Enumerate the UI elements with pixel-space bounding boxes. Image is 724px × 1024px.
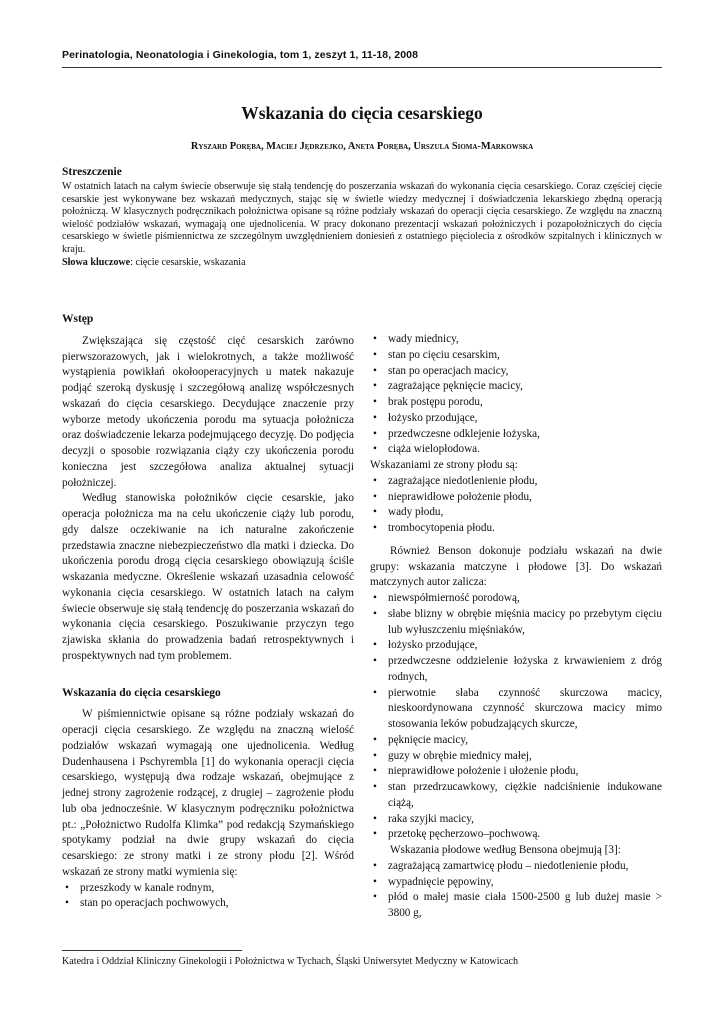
- left-column: [62, 312, 354, 912]
- list-item: • stan przedrzucawkowy, ciężkie nadciśnienie indukowane ciążą,: [370, 780, 662, 812]
- list-item: • stan po operacjach pochwowych,: [62, 896, 354, 912]
- list-item: • stan po cięciu cesarskim,: [370, 348, 662, 364]
- paragraph: Również Benson dokonuje podziału wskazań na dwie grupy: wskazania matczyne i płodowe [3]. Do wskazań matczynych autor zalicza:: [370, 544, 662, 589]
- list-item: • raka szyjki macicy,: [370, 812, 662, 828]
- list-item: • ciąża wielopłodowa.: [370, 442, 662, 458]
- list-item: • pierwotnie słaba czynność skurczowa macicy, nieskoordynowana czynność skurczowa macicy mimo stosowania leków pobudzających skurcze,: [370, 686, 662, 733]
- paragraph: Wskazaniami ze strony płodu są:: [370, 459, 518, 471]
- paragraph: W piśmiennictwie opisane są różne podziały wskazań do operacji cięcia cesarskiego. Ze względu na znaczną wielość podziałów wskazań wymagają one ujednolicenia. Według Dudenhausena i Pschyrembla [1] do wykonania operacji cięcia cesarskiego, występują dwa rodzaje wskazań, obejmujące z jednej strony zagrożenie rodzącej, z drugiej – zagrożenie płodu lub oba jednocześnie. W klasycznym podręczniku położnictwa pt.: „Położnictwo Rudolfa Klimka” pod redakcją Szymańskiego spotykamy podział na dwie grupy wskazań do cięcia cesarskiego: ze strony matki i ze strony płodu [2]. Wśród wskazań ze strony matki wymienia się:: [62, 708, 354, 878]
- maternal-indications-list-continued: [370, 332, 662, 458]
- list-item: • płód o małej masie ciała 1500-2500 g lub dużej masie > 3800 g,: [370, 890, 662, 922]
- maternal-indications-list: [62, 881, 354, 913]
- list-item: • wady płodu,: [370, 505, 662, 521]
- abstract-heading: Streszczenie: [62, 166, 122, 178]
- list-item: • brak postępu porodu,: [370, 395, 662, 411]
- abstract-text: W ostatnich latach na całym świecie obserwuje się stałą tendencję do poszerzania wskazań do wykonania cięcia cesarskiego. Coraz częściej cięcie cesarskie jest wykonywane bez wskazań medycznych, stając się w świetle wiedzy medycznej i doświadczenia lekarskiego zbędną operacją położniczą. W klasycznych podręcznikach położnictwa opisane są różne podziały wskazań do operacji cięcia cesarskiego. Ze względu na znaczną wielość podziałów wskazań, wymagają one ujednolicenia. W pracy dokonano prezentacji wskazań położniczych i pozapołożniczych do cięcia cesarskiego w świetle piśmiennictwa ze szczególnym uwzględnieniem doniesień z ostatniego pięciolecia z ośrodków szpitalnych i klinicznych w kraju.: [62, 181, 662, 255]
- list-item: • słabe blizny w obrębie mięśnia macicy po przebytym cięciu lub wyłuszczeniu mięśniaków,: [370, 607, 662, 639]
- keywords: [62, 257, 662, 270]
- list-item: • wypadnięcie pępowiny,: [370, 875, 662, 891]
- fetal-indications-list: [370, 474, 662, 537]
- running-header: Perinatologia, Neonatologia i Ginekologia, tom 1, zeszyt 1, 11-18, 2008: [62, 49, 419, 61]
- section-heading-indications: Wskazania do cięcia cesarskiego: [62, 686, 221, 699]
- authors: Ryszard Poręba, Maciej Jędrzejko, Aneta Poręba, Urszula Sioma-Markowska: [190, 141, 534, 152]
- footnote-rule: [62, 950, 242, 951]
- benson-maternal-list: [370, 591, 662, 843]
- article-title: Wskazania do cięcia cesarskiego: [241, 103, 483, 123]
- list-item: • pęknięcie macicy,: [370, 733, 662, 749]
- list-item: • wady miednicy,: [370, 332, 662, 348]
- list-item: • nieprawidłowe położenie i ułożenie płodu,: [370, 764, 662, 780]
- list-item: • niewspółmierność porodową,: [370, 591, 662, 607]
- right-column: [370, 332, 662, 922]
- affiliation-footnote: Katedra i Oddział Kliniczny Ginekologii i Położnictwa w Tychach, Śląski Uniwersytet Medyczny w Katowicach: [62, 956, 519, 967]
- list-item: • guzy w obrębie miednicy małej,: [370, 749, 662, 765]
- list-item: • przedwczesne oddzielenie łożyska z krwawieniem z dróg rodnych,: [370, 654, 662, 686]
- list-item: • zagrażającą zamartwicę płodu – niedotlenienie płodu,: [370, 859, 662, 875]
- benson-fetal-list: [370, 859, 662, 922]
- list-item: • zagrażające niedotlenienie płodu,: [370, 474, 662, 490]
- list-item: • przeszkody w kanale rodnym,: [62, 881, 354, 897]
- section-heading-intro: Wstęp: [62, 313, 94, 325]
- header-rule: [62, 67, 662, 68]
- list-item: • łożysko przodujące,: [370, 411, 662, 427]
- abstract: [62, 181, 662, 269]
- paragraph: Zwiększająca się częstość cięć cesarskich zarówno pierwszorazowych, jak i wielokrotnych, a także możliwość wystąpienia powikłań okołooperacyjnych u matek nakazuje podjąć szeroką dyskusję i szczegółową analizę współczesnych wskazań do cięcia cesarskiego. Decydujące znaczenie przy wyborze metody ukończenia porodu ma sytuacja położnicza oraz doświadczenie lekarza podejmującego decyzję. Do podjęcia decyzji o sposobie rozwiązania ciąży czy ukończenia porodu konieczna jest szczegółowa analiza aktualnej sytuacji położniczej.: [62, 334, 354, 489]
- keywords-values: : cięcie cesarskie, wskazania: [130, 256, 246, 268]
- keywords-label: Słowa kluczowe: [62, 256, 131, 268]
- list-item: • stan po operacjach macicy,: [370, 364, 662, 380]
- list-item: • przetokę pęcherzowo–pochwową.: [370, 827, 662, 843]
- list-item: • przedwczesne odklejenie łożyska,: [370, 427, 662, 443]
- paragraph: Wskazania płodowe według Bensona obejmują [3]:: [390, 844, 621, 856]
- list-item: • łożysko przodujące,: [370, 638, 662, 654]
- list-item: • zagrażające pęknięcie macicy,: [370, 379, 662, 395]
- list-item: • trombocytopenia płodu.: [370, 521, 662, 537]
- list-item: • nieprawidłowe położenie płodu,: [370, 490, 662, 506]
- paragraph: Według stanowiska położników cięcie cesarskie, jako operacja położnicza ma na celu ukończenie ciąży lub porodu, gdy dalsze oczekiwanie na ich naturalne zakończenie przedstawia znaczne niebezpieczeństwo dla matki i dziecka. Do ukończenia porodu drogą cięcia cesarskiego obowiązują ściśle wskazania medyczne. Określenie wskazań uzasadnia celowość wykonania cięcia cesarskiego. W ostatnich latach na całym świecie obserwuje się stałą tendencję do poszerzania wskazań do wykonania cięcia cesarskiego. Poszukiwanie przyczyn tego zjawiska skłania do prowadzenia badań retrospektywnych i prospektywnych nad tym problemem.: [62, 492, 354, 662]
